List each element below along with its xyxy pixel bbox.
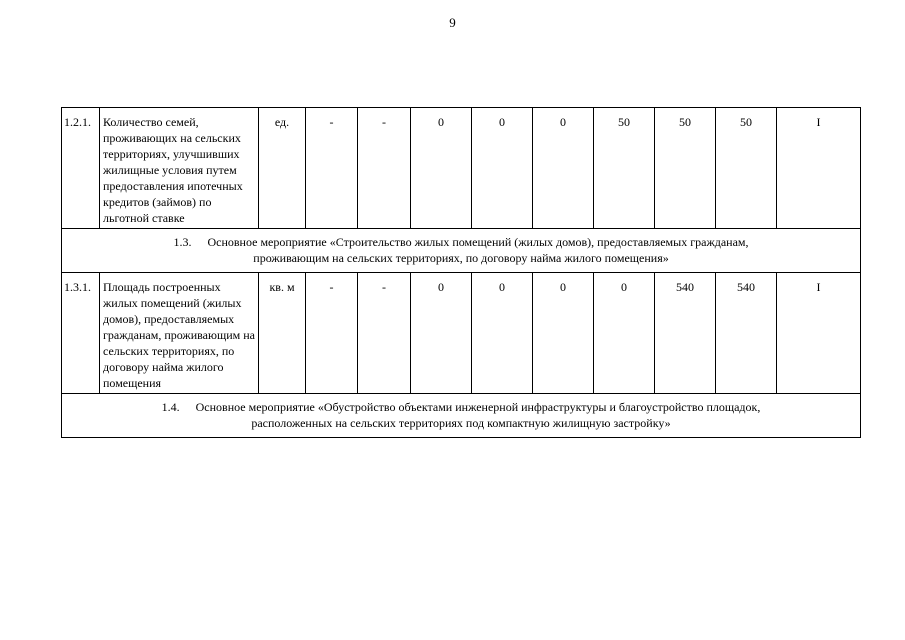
last-cell: I — [777, 108, 861, 229]
value-cell: 0 — [472, 108, 533, 229]
value-cell: 50 — [716, 108, 777, 229]
value-cell: 540 — [716, 273, 777, 394]
value-cell: 50 — [655, 108, 716, 229]
table-row — [62, 273, 861, 394]
section-title: Основное мероприятие «Обустройство объектами инженерной инфраструктуры и благоустройство площадок, — [195, 400, 761, 414]
value-cell: - — [306, 273, 358, 394]
section-row — [62, 394, 861, 438]
row-number: 1.2.1. — [62, 108, 100, 229]
indicators-table — [61, 107, 861, 438]
value-cell: 540 — [655, 273, 716, 394]
value-cell: - — [358, 108, 411, 229]
indicator-name: Площадь построенных жилых помещений (жилых домов), предоставляемых гражданам, проживающим на сельских территориях, по договору найма жилого помещения — [100, 273, 259, 394]
value-cell: 0 — [533, 273, 594, 394]
unit-cell: кв. м — [259, 273, 306, 394]
value-cell: 50 — [594, 108, 655, 229]
value-cell: - — [358, 273, 411, 394]
section-cell — [62, 229, 861, 273]
section-cell — [62, 394, 861, 438]
section-line-1 — [68, 399, 854, 415]
section-line-2: проживающим на сельских территориях, по договору найма жилого помещения» — [253, 251, 669, 265]
indicator-name: Количество семей, проживающих на сельских территориях, улучшивших жилищные условия путем предоставления ипотечных кредитов (займов) по льготной ставке — [100, 108, 259, 229]
page-number: 9 — [449, 15, 456, 30]
section-code: 1.3. — [173, 235, 192, 249]
section-title: Основное мероприятие «Строительство жилых помещений (жилых домов), предоставляемых гражданам, — [207, 235, 749, 249]
row-number: 1.3.1. — [62, 273, 100, 394]
value-cell: 0 — [411, 273, 472, 394]
section-line-2: расположенных на сельских территориях под компактную жилищную застройку» — [251, 416, 671, 430]
value-cell: 0 — [472, 273, 533, 394]
section-code: 1.4. — [161, 400, 180, 414]
unit-cell: ед. — [259, 108, 306, 229]
value-cell: 0 — [533, 108, 594, 229]
value-cell: - — [306, 108, 358, 229]
table-row — [62, 108, 861, 229]
section-row — [62, 229, 861, 273]
value-cell: 0 — [411, 108, 472, 229]
value-cell: 0 — [594, 273, 655, 394]
last-cell: I — [777, 273, 861, 394]
section-line-1 — [68, 234, 854, 250]
